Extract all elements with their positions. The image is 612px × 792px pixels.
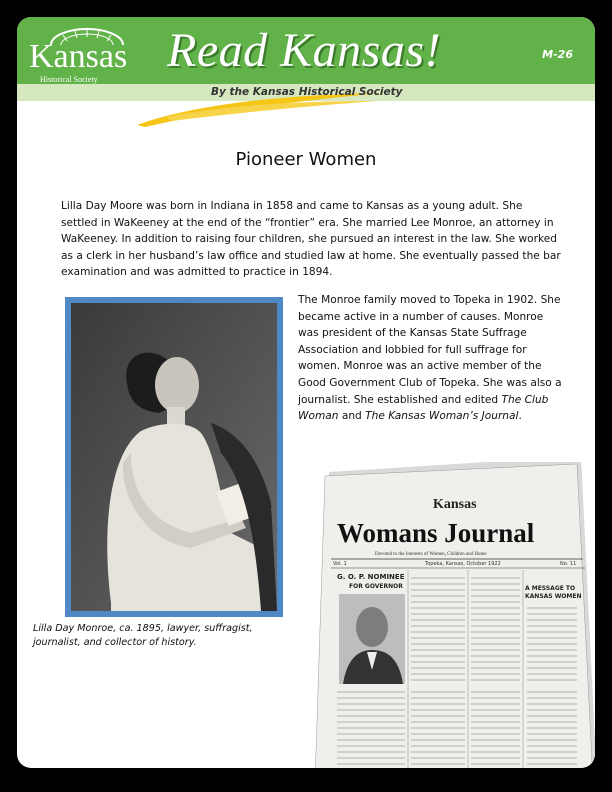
publication-title-kansas-womans-journal: The Kansas Woman’s Journal — [365, 410, 519, 423]
kansas-historical-society-logo — [25, 23, 128, 84]
paragraph-2 — [298, 292, 566, 425]
newspaper-clipping — [315, 462, 595, 768]
newspaper-kansas: Kansas — [433, 497, 477, 512]
publication-title-club-woman: The Club Woman — [298, 393, 549, 423]
portrait-photo — [71, 303, 277, 611]
newspaper-title: Womans Journal — [337, 518, 535, 548]
newspaper-left-heading-1: G. O. P. NOMINEE — [337, 573, 405, 581]
newspaper-portrait — [339, 594, 405, 684]
byline: By the Kansas Historical Society — [211, 86, 403, 98]
newspaper-no: No. 11 — [560, 561, 577, 567]
photo-caption: Lilla Day Monroe, ca. 1895, lawyer, suffragist, journalist, and collector of history. — [33, 623, 253, 648]
page — [17, 17, 595, 768]
paragraph-2-text: The Monroe family moved to Topeka in 1902. She became active in a number of causes. Monroe was president of the Kansas State Suffrage Association and lobbied for full suffrage for women. Monroe was an active member of the Good Government Club of Topeka. She was also a journalist. She established and edited — [298, 294, 562, 406]
portrait-photo-frame — [65, 297, 283, 617]
header-banner — [17, 17, 595, 117]
paragraph-2-end: . — [518, 410, 522, 423]
paragraph-2-and: and — [338, 410, 366, 423]
logo-subtitle: Historical Society — [40, 75, 98, 84]
newspaper-right-heading-2: KANSAS WOMEN — [525, 593, 582, 600]
lesson-code: M-26 — [542, 48, 573, 61]
newspaper-image — [315, 462, 595, 768]
logo-wordmark: Kansas — [29, 38, 128, 75]
page-title: Read Kansas! — [167, 24, 441, 77]
newspaper-dateline: Topeka, Kansas, October 1922 — [425, 561, 501, 567]
article-heading: Pioneer Women — [235, 149, 377, 170]
newspaper-left-heading-2: FOR GOVERNOR — [349, 583, 403, 590]
newspaper-subtitle: Devoted to the Interests of Women, Children and Home — [375, 552, 487, 557]
paragraph-1: Lilla Day Moore was born in Indiana in 1858 and came to Kansas as a young adult. She settled in WaKeeney at the end of the “frontier” era. She married Lee Monroe, an attorney in WaKeeney. In addition to raising four children, she pursued an interest in the law. She worked as a clerk in her husband’s law office and studied law at home. She eventually passed the bar examination and was admitted to practice in 1894. — [61, 200, 561, 279]
newspaper-vol: Vol. 1 — [333, 561, 347, 567]
newspaper-right-heading-1: A MESSAGE TO — [525, 585, 576, 592]
